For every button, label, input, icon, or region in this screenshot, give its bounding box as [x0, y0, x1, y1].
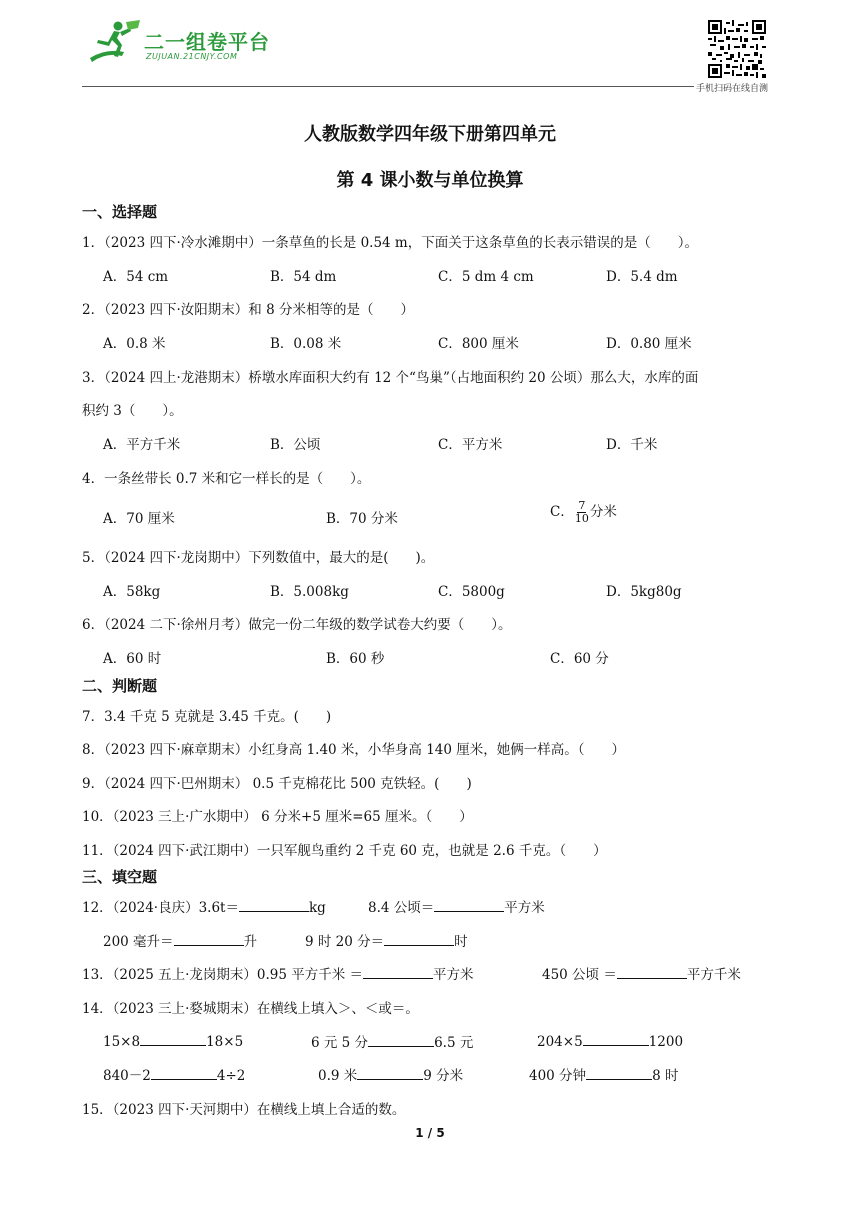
answer-blank[interactable] — [434, 897, 504, 912]
q14-expr: 18×5 — [206, 1034, 244, 1050]
question-14-stem: 14．（2023 三上·婺城期末）在横线上填入＞、＜或＝。 — [82, 1001, 419, 1017]
question-12-row2 — [103, 930, 257, 950]
question-8: 8．（2023 四下·麻章期末）小红身高 1.40 米，小华身高 140 厘米，她俩一样高。（ ） — [82, 742, 626, 758]
runner-logo-icon — [84, 18, 144, 66]
answer-blank[interactable] — [151, 1065, 217, 1080]
q12-item4-text: 9 时 20 分＝ — [305, 934, 385, 950]
answer-blank[interactable] — [174, 931, 244, 946]
q13-item1-text: 13．（2025 五上·龙岗期末）0.95 平方千米 ＝ — [82, 967, 364, 983]
answer-blank[interactable] — [384, 931, 454, 946]
q14-expr: 15×8 — [103, 1034, 141, 1050]
q2-option-d: D．0.80 厘米 — [606, 336, 692, 352]
question-4-stem: 4．一条丝带长 0.7 米和它一样长的是（ ）。 — [82, 471, 371, 487]
q14-expr: 4÷2 — [216, 1068, 246, 1084]
question-13 — [82, 963, 474, 983]
question-12-row1-item2 — [368, 896, 545, 916]
q14-expr: 6 元 5 分 — [311, 1035, 369, 1051]
document-title: 人教版数学四年级下册第四单元 — [304, 124, 556, 145]
q12-item1-text: 12．（2024·良庆）3.6t＝ — [82, 900, 239, 916]
q3-option-b: B．公顷 — [270, 437, 321, 453]
q4-option-a: A．70 厘米 — [103, 511, 175, 527]
answer-blank[interactable] — [368, 1032, 434, 1047]
q4-option-c-unit: 分米 — [589, 504, 617, 520]
question-15-stem: 15．（2023 四下·天河期中）在横线上填上合适的数。 — [82, 1102, 406, 1118]
q12-item3-unit: 升 — [243, 934, 258, 950]
q14-row2-item1 — [103, 1064, 245, 1084]
q14-expr: 6.5 元 — [434, 1035, 474, 1051]
q14-row2-item3 — [529, 1064, 678, 1084]
q13-item2-unit: 平方千米 — [686, 967, 741, 983]
question-9: 9．（2024 四下·巴州期末） 0.5 千克棉花比 500 克铁轻。( ) — [82, 776, 472, 792]
q5-option-a: A．58kg — [103, 584, 161, 600]
q12-item3-text: 200 毫升＝ — [103, 934, 174, 950]
question-3-stem-line1: 3．（2024 四上·龙港期末）桥墩水库面积大约有 12 个“鸟巢”（占地面积约 20 公顷）那么大，水库的面 — [82, 370, 699, 386]
answer-blank[interactable] — [239, 897, 309, 912]
q6-option-c: C．60 分 — [550, 651, 609, 667]
page-number: 1 / 5 — [415, 1126, 445, 1140]
answer-blank[interactable] — [583, 1031, 649, 1046]
answer-blank[interactable] — [357, 1065, 423, 1080]
logo-text: 二一组卷平台 — [144, 30, 270, 54]
q4-option-b: B．70 分米 — [326, 511, 398, 527]
q1-option-a: A．54 cm — [103, 269, 169, 285]
q3-option-a: A．平方千米 — [103, 437, 181, 453]
section-heading-choice: 一、选择题 — [82, 203, 158, 221]
q14-expr: 840－2 — [103, 1068, 151, 1084]
q12-item2-text: 8.4 公顷＝ — [368, 900, 435, 916]
answer-blank[interactable] — [363, 964, 433, 979]
q1-option-c: C．5 dm 4 cm — [438, 269, 534, 285]
answer-blank[interactable] — [586, 1065, 652, 1080]
section-heading-judgement: 二、判断题 — [82, 677, 158, 695]
q13-item1-unit: 平方米 — [433, 967, 474, 983]
question-1-stem: 1．（2023 四下·冷水滩期中）一条草鱼的长是 0.54 m，下面关于这条草鱼的长表示错误的是（ ）。 — [82, 235, 698, 251]
q12-item2-unit: 平方米 — [504, 900, 545, 916]
qr-code-icon — [708, 20, 766, 78]
question-6-stem: 6．（2024 二下·徐州月考）做完一份二年级的数学试卷大约要（ ）。 — [82, 617, 512, 633]
question-2-stem: 2．（2023 四下·汝阳期末）和 8 分米相等的是（ ） — [82, 302, 414, 318]
header-divider — [82, 86, 694, 87]
q14-row2-item2 — [318, 1064, 463, 1084]
q4-option-c — [550, 500, 617, 525]
q2-option-b: B．0.08 米 — [270, 336, 342, 352]
section-heading-fill-blank: 三、填空题 — [82, 868, 158, 886]
q14-row1-item3 — [537, 1031, 683, 1050]
question-12-row2-item2 — [305, 930, 468, 950]
answer-blank[interactable] — [617, 964, 687, 979]
q1-option-d: D．5.4 dm — [606, 269, 678, 285]
q14-expr: 9 分米 — [423, 1068, 464, 1084]
q1-option-b: B．54 dm — [270, 269, 337, 285]
question-11: 11．（2024 四下·武江期中）一只军舰鸟重约 2 千克 60 克，也就是 2.6 千克。（ ） — [82, 843, 607, 859]
q2-option-a: A．0.8 米 — [103, 336, 166, 352]
q12-item4-unit: 时 — [454, 934, 468, 950]
question-12-row1 — [82, 896, 326, 916]
fraction-numerator: 7 — [578, 499, 586, 512]
q14-expr: 0.9 米 — [318, 1068, 358, 1084]
fraction — [575, 500, 589, 525]
lesson-title: 第 4 课小数与单位换算 — [336, 170, 524, 191]
q12-item1-unit: kg — [308, 900, 326, 916]
q3-option-c: C．平方米 — [438, 437, 503, 453]
q5-option-c: C．5800g — [438, 584, 505, 600]
answer-blank[interactable] — [140, 1031, 206, 1046]
q6-option-b: B．60 秒 — [326, 651, 385, 667]
question-10: 10．（2023 三上·广水期中） 6 分米+5 厘米=65 厘米。（ ） — [82, 809, 473, 825]
q4-option-c-prefix: C． — [550, 504, 574, 520]
qr-caption: 手机扫码在线自测 — [696, 84, 769, 94]
q5-option-d: D．5kg80g — [606, 584, 682, 600]
question-7: 7．3.4 千克 5 克就是 3.45 千克。( ) — [82, 709, 332, 725]
q14-expr: 8 时 — [652, 1068, 679, 1084]
site-logo — [84, 18, 284, 66]
fraction-denominator: 10 — [574, 512, 589, 525]
q14-row1-item2 — [311, 1031, 473, 1051]
question-5-stem: 5．（2024 四下·龙岗期中）下列数值中，最大的是( )。 — [82, 550, 435, 566]
q14-expr: 1200 — [648, 1034, 684, 1050]
q14-row1-item1 — [103, 1031, 243, 1050]
q13-item2-text: 450 公顷 ＝ — [542, 967, 617, 983]
logo-subtext: ZUJUAN.21CNJY.COM — [146, 52, 238, 61]
q14-expr: 204×5 — [537, 1034, 583, 1050]
q14-expr: 400 分钟 — [529, 1068, 587, 1084]
q3-option-d: D．千米 — [606, 437, 658, 453]
question-3-stem-line2: 积约 3（ ）。 — [82, 403, 183, 419]
question-13-item2 — [542, 963, 741, 983]
q2-option-c: C．800 厘米 — [438, 336, 519, 352]
q5-option-b: B．5.008kg — [270, 584, 349, 600]
q6-option-a: A．60 时 — [103, 651, 162, 667]
